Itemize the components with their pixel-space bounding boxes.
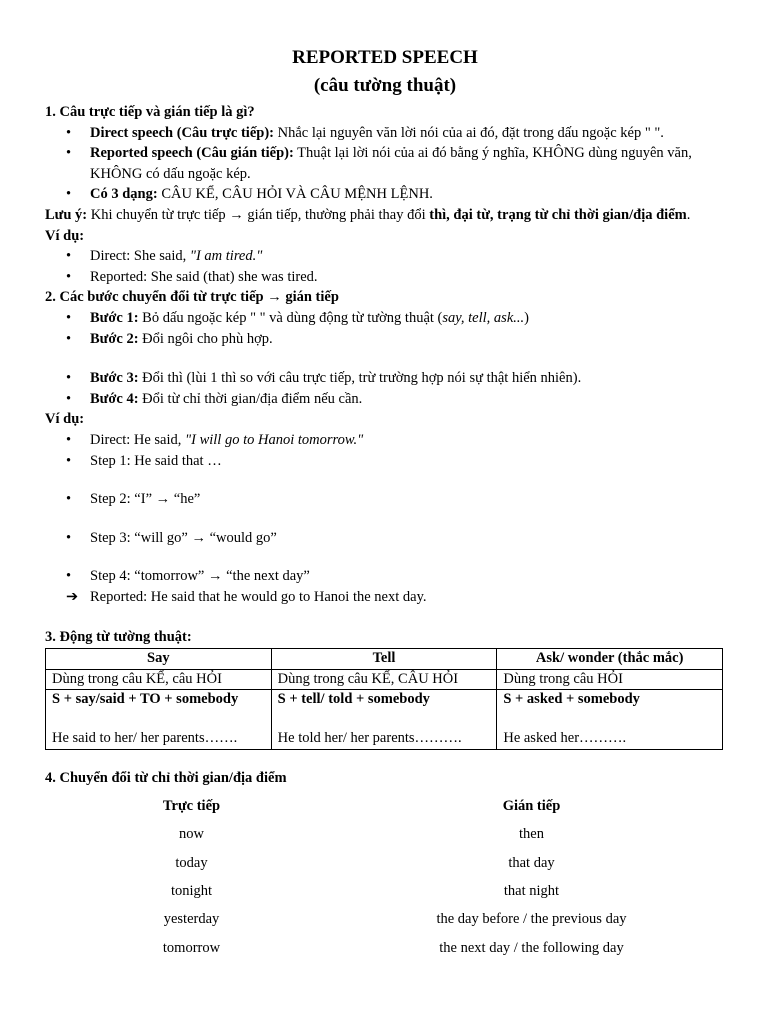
bullet-icon: •	[66, 124, 72, 141]
example-text: He told her/ her parents……….	[277, 730, 462, 747]
formula-text: S + asked + somebody	[503, 691, 640, 708]
section-2-steps	[45, 308, 725, 349]
note-label: Lưu ý:	[45, 206, 88, 223]
example-direct-prefix: Direct: She said,	[90, 248, 190, 265]
table-header: Say	[46, 649, 272, 670]
term-text-cont: KHÔNG có dấu ngoặc kép.	[90, 165, 251, 182]
spacer	[45, 349, 725, 368]
table-cell	[271, 690, 497, 750]
step-label: Bước 4:	[90, 390, 139, 407]
example-text: He said to her/ her parents…….	[52, 730, 238, 747]
bullet-icon: •	[66, 309, 72, 326]
section-2-steps-cont	[45, 368, 725, 409]
example-text: He asked her……….	[503, 730, 627, 747]
term-label: Reported speech (Câu gián tiếp):	[90, 145, 294, 162]
indirect-word: the next day / the following day	[439, 939, 624, 956]
spacer	[45, 548, 725, 566]
reporting-verbs-table	[45, 648, 723, 750]
term-label: Có 3 dạng:	[90, 186, 158, 203]
bullet-icon: •	[66, 330, 72, 347]
arrow-right-icon: ➔	[66, 588, 79, 605]
example-step: Step 2: “I” → “he”	[90, 491, 201, 508]
document-page	[45, 44, 725, 962]
step-text: Bỏ dấu ngoặc kép " " và dùng động từ tường thuật (	[138, 309, 443, 326]
list-item	[45, 528, 725, 549]
term-text: Nhắc lại nguyên văn lời nói của ai đó, đặt trong dấu ngoặc kép " ".	[273, 124, 664, 141]
list-item	[45, 566, 725, 587]
step-italic: say, tell, ask...	[442, 309, 525, 326]
table-row	[46, 669, 723, 690]
step-text: Đổi từ chỉ thời gian/địa điểm nếu cần.	[138, 390, 363, 407]
note-emphasis: thì, đại từ, trạng từ chỉ thời gian/địa điểm	[429, 206, 687, 223]
bullet-icon: •	[66, 145, 72, 162]
table-header-row	[46, 649, 723, 670]
section-1-examples	[45, 246, 725, 287]
table-header: Ask/ wonder (thắc mắc)	[497, 649, 723, 670]
example-reported: Reported: He said that he would go to Hanoi the next day.	[90, 588, 427, 605]
section-1-heading: 1. Câu trực tiếp và gián tiếp là gì?	[45, 104, 255, 120]
section-4-heading: 4. Chuyển đổi từ chỉ thời gian/địa điểm	[45, 769, 287, 786]
step-label: Bước 3:	[90, 370, 139, 387]
formula-text: S + say/said + TO + somebody	[52, 691, 239, 708]
bullet-icon: •	[66, 370, 72, 387]
bullet-icon: •	[66, 568, 72, 585]
list-item	[45, 143, 725, 184]
bullet-icon: •	[66, 390, 72, 407]
section-2-example-step2	[45, 489, 725, 510]
table-cell	[497, 690, 723, 750]
bullet-icon: •	[66, 431, 72, 448]
page-subtitle: (câu tường thuật)	[313, 75, 457, 96]
bullet-icon: •	[66, 268, 72, 285]
list-item	[45, 308, 725, 329]
direct-word: tonight	[170, 883, 213, 900]
example-step: Step 3: “will go” → “would go”	[90, 529, 277, 546]
list-item	[45, 246, 725, 267]
page-title: REPORTED SPEECH	[292, 47, 478, 68]
note-line	[45, 205, 725, 226]
indirect-word: then	[519, 826, 544, 843]
spacer	[45, 471, 725, 489]
indirect-word: that day	[508, 854, 555, 871]
example-direct-quote: "I am tired."	[189, 248, 263, 265]
list-item	[45, 267, 725, 288]
section-2-example-step3	[45, 528, 725, 549]
example-step: Step 4: “tomorrow” → “the next day”	[90, 568, 310, 585]
example-label: Ví dụ:	[45, 227, 85, 244]
term-label: Direct speech (Câu trực tiếp):	[90, 124, 274, 141]
section-2-example-step4	[45, 566, 725, 587]
step-text: Đổi thì (lùi 1 thì so với câu trực tiếp, trừ trường hợp nói sự thật hiển nhiên).	[138, 370, 582, 387]
reported-result	[45, 587, 725, 608]
example-direct-quote: "I will go to Hanoi tomorrow."	[185, 431, 364, 448]
table-cell	[46, 690, 272, 750]
list-item	[45, 123, 725, 144]
example-label: Ví dụ:	[45, 411, 85, 428]
bullet-icon: •	[66, 186, 72, 203]
term-text: CÂU KỂ, CÂU HỎI VÀ CÂU MỆNH LỆNH.	[157, 186, 433, 203]
indirect-word: the day before / the previous day	[436, 911, 627, 928]
example-reported: Reported: She said (that) she was tired.	[90, 268, 318, 285]
list-item	[45, 451, 725, 472]
note-text: Khi chuyển từ trực tiếp → gián tiếp, thường phải thay đổi	[87, 206, 430, 223]
direct-word: tomorrow	[162, 939, 221, 956]
step-end: )	[524, 309, 529, 326]
column-header-indirect: Gián tiếp	[502, 798, 561, 815]
list-item	[45, 389, 725, 410]
bullet-icon: •	[66, 452, 72, 469]
bullet-icon: •	[66, 491, 72, 508]
formula-text: S + tell/ told + somebody	[277, 691, 430, 708]
bullet-icon: •	[66, 529, 72, 546]
note-end: .	[686, 206, 691, 223]
table-header: Tell	[271, 649, 497, 670]
step-label: Bước 1:	[90, 309, 139, 326]
step-label: Bước 2:	[90, 330, 139, 347]
spacer	[45, 510, 725, 528]
list-item	[45, 329, 725, 350]
list-item	[45, 368, 725, 389]
section-3-heading: 3. Động từ tường thuật:	[45, 629, 192, 646]
example-step: Step 1: He said that …	[90, 452, 222, 469]
direct-word: today	[175, 854, 208, 871]
section-2-examples	[45, 430, 725, 471]
list-item	[45, 184, 725, 205]
list-item	[45, 430, 725, 451]
direct-word: yesterday	[163, 911, 220, 928]
indirect-word: that night	[503, 883, 560, 900]
term-text: Thuật lại lời nói của ai đó bằng ý nghĩa, KHÔNG dùng nguyên văn,	[293, 145, 692, 162]
list-item	[45, 489, 725, 510]
bullet-icon: •	[66, 248, 72, 265]
example-direct-prefix: Direct: He said,	[90, 431, 186, 448]
column-header-direct: Trực tiếp	[162, 798, 221, 815]
section-2-heading: 2. Các bước chuyển đổi từ trực tiếp → gián tiếp	[45, 289, 339, 306]
table-row	[46, 690, 723, 750]
section-1-list	[45, 123, 725, 205]
direct-word: now	[179, 826, 204, 843]
step-text: Đổi ngôi cho phù hợp.	[138, 330, 273, 347]
table-cell: Dùng trong câu HỎI	[497, 669, 723, 690]
time-place-table	[45, 792, 725, 962]
table-cell: Dùng trong câu KỂ, câu HỎI	[46, 669, 272, 690]
table-cell: Dùng trong câu KỂ, CÂU HỎI	[271, 669, 497, 690]
